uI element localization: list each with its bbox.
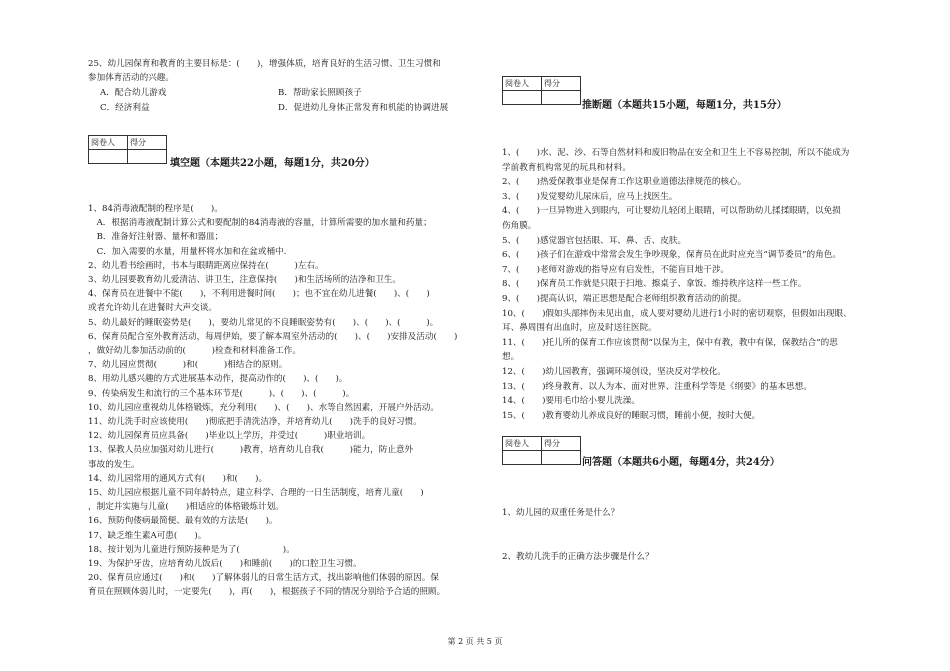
q25-option-c: C．经济利益 [100,103,150,113]
section-title-judge: 推断题（本题共15小题，每题1分，共15分） [582,100,787,111]
qa-question-1: 1、幼儿园的双重任务是什么？ [502,508,620,518]
fill-question-line: ，做好幼儿参加活动前的( )检查和材料准备工作。 [88,346,301,356]
judge-question-line: 6、( )孩子们在游戏中常常会发生争吵现象，保育员在此时应充当“调节委员”的角色。 [502,250,841,261]
score-box-judge [502,76,581,105]
judge-question-line: 3、( )发觉婴幼儿尿床后，应马上找医生。 [502,191,678,202]
q25-option-d: D．促进幼儿身体正常发育和机能的协调进展 [278,103,449,113]
judge-question-line: 2、( )热爱保教事业是保育工作这职业道德法律规范的核心。 [502,177,747,188]
fill-question-line: 事故的发生。 [88,459,140,470]
judge-question-line: 学前教育机构常见的玩具和材料。 [502,162,631,173]
fill-question-line: 9、传染病发生和流行的三个基本环节是( )、( )、( )。 [88,388,355,399]
score-box-score-cell [128,150,167,164]
score-box-score-cell [542,451,581,465]
fill-question-line: 11、幼儿洗手时应该使用( )彻底把手清洗洁净，并培育幼儿( )洗手的良好习惯。 [88,417,422,427]
fill-question-line: A．根据消毒液配制计算公式和要配制的84消毒液的容量，计算所需要的加水量和药量； [88,218,432,229]
fill-question-line: 18、按计划为儿童进行预防接种是为了( )。 [88,544,295,555]
score-box-header-grader: 阅卷人 [89,136,128,150]
judge-question-line: 4、( )一旦异物进入到眼内，可让婴幼儿轻闭上眼睛，可以帮助幼儿揉揉眼睛，以免损 [502,206,841,217]
fill-question-line: 20、保育员应通过( )和( )了解体弱儿的日常生活方式，找出影响他们体弱的原因。保 [88,573,439,584]
judge-question-line: 14、( )要用毛巾给小婴儿洗澡。 [502,396,640,407]
score-box-score-cell [542,91,581,105]
judge-question-line: 10、( )假如头部摔伤未见出血，成人要对婴幼儿进行1小时的密切观察，但假如出现眼、 [502,308,852,319]
judge-question-line: 7、( )老师对游戏的指导应有启发性，不能盲目地干涉。 [502,264,730,275]
fill-question-line: 12、幼儿园保育员应具备( )毕业以上学历，并受过( )职业培训。 [88,431,371,442]
fill-question-line: 1、84消毒液配制的程序是( )。 [88,204,223,214]
q25-option-a: A．配合幼儿游戏 [100,88,167,98]
judge-question-line: 耳、鼻周围有出血时，应及时送往医院。 [502,323,657,334]
score-box-header-grader: 阅卷人 [503,437,542,451]
fill-question-line: B．准备好注射器、量杯和器皿； [88,232,224,243]
fill-question-line: 17、缺乏维生素A可患( )。 [88,530,207,541]
qa-question-2: 2、教幼儿洗手的正确方法步骤是什么？ [502,552,654,562]
judge-question-line: 9、( )提高认识，端正思想是配合老师组织教育活动的前提。 [502,294,747,304]
fill-question-line: 7、幼儿园应贯彻( )和( )相结合的原则。 [88,360,288,371]
judge-question-line: 伤角膜。 [502,221,537,231]
fill-question-line: ，制定并实施与儿童( )相适应的体格锻炼计划。 [88,502,284,513]
score-box-header-score: 得分 [542,437,581,451]
fill-question-line: 16、预防佝偻病最简便、最有效的方法是( )。 [88,516,278,527]
score-box-header-score: 得分 [542,77,581,91]
fill-question-line: 8、用幼儿感兴趣的方式进展基本动作，提高动作的( )、( )。 [88,374,348,385]
q25-option-b: B．帮助家长照顾孩子 [278,88,362,98]
score-box-header-score: 得分 [128,136,167,150]
judge-question-line: 5、( )感觉器官包括眼、耳、鼻、舌、皮肤。 [502,235,687,246]
fill-question-line: 育员在照顾体弱儿时，一定要先( )，再( )，根据孩子不同的情况分别给予合适的照顾。 [88,587,446,598]
judge-question-line: 12、( )幼儿园教育，强调环境创设，坚决反对学校化。 [502,367,726,377]
fill-question-line: 5、幼儿最好的睡眠姿势是( )，要幼儿常见的不良睡眠姿势有( )、( )、( )。 [88,317,439,328]
fill-question-line: 10、幼儿园应重视幼儿体格锻炼，充分利用( )、( )、水等自然因素，开展户外活动。 [88,402,439,413]
fill-question-line: 4、保育员在进餐中不能( )，不利用进餐时间( )；也不宜在幼儿进餐( )、( ) [88,289,430,300]
score-box-header-grader: 阅卷人 [503,77,542,91]
fill-question-line: 3、幼儿园要教育幼儿爱清洁、讲卫生，注意保持( )和生活场所的洁净和卫生。 [88,275,401,285]
section-title-qa: 问答题（本题共6小题，每题4分，共24分） [582,457,780,468]
fill-question-line: 14、幼儿园常用的通风方式有( )和( )。 [88,473,268,484]
judge-question-line: 想。 [502,352,520,363]
fill-question-line: 13、保教人员应加强对幼儿进行( )教育，培育幼儿自我( )能力，防止意外 [88,445,414,456]
fill-question-line: 2、幼儿看书绘画时，书本与眼睛距离应保持在( )左右。 [88,260,324,271]
score-box-grader-cell [503,91,542,105]
q25-line-1: 25、幼儿园保育和教育的主要目标是：( )，增强体质，培育良好的生活习惯、卫生习惯和 [88,59,441,69]
fill-question-line: 6、保育员配合室外教育活动，每周伊始，要了解本周室外活动的( )、( )安排及活动( ) [88,331,458,342]
score-box-grader-cell [89,150,128,164]
q25-line-2: 参加体育活动的兴趣。 [88,73,174,83]
page-footer: 第 2 页 共 5 页 [447,637,503,646]
fill-question-line: 或者允许幼儿在进餐时大声交谈。 [88,303,217,314]
fill-question-line: C．加入需要的水量，用量杯将水加和在盆或桶中. [88,246,287,257]
score-box-fill [88,135,167,164]
fill-question-line: 19、为保护牙齿，应培育幼儿饭后( )和睡前( )的口腔卫生习惯。 [88,559,362,569]
judge-question-line: 1、( )水、泥、沙、石等自然材料和废旧物品在安全和卫生上不容易控制，所以不能成为 [502,148,850,158]
judge-question-line: 15、( )教育婴幼儿养成良好的睡眠习惯，睡前小便，按时大便。 [502,410,761,421]
judge-question-line: 13、( )终身教育、以人为本、面对世界、注重科学等是《纲要》的基本思想。 [502,381,812,392]
judge-question-line: 8、( )保育员工作就是只限于扫地、擦桌子、拿饭、维持秩序这样一些工作。 [502,279,807,290]
judge-question-line: 11、( )托儿所的保育工作应该贯彻“以保为主，保中有教，教中有保，保教结合”的思 [502,337,838,348]
fill-question-line: 15、幼儿园应根据儿童不同年龄特点，建立科学、合理的一日生活制度，培育儿童( ) [88,488,424,498]
score-box-grader-cell [503,451,542,465]
score-box-qa [502,436,581,465]
section-title-fill: 填空题（本题共22小题，每题1分，共20分） [170,158,375,169]
